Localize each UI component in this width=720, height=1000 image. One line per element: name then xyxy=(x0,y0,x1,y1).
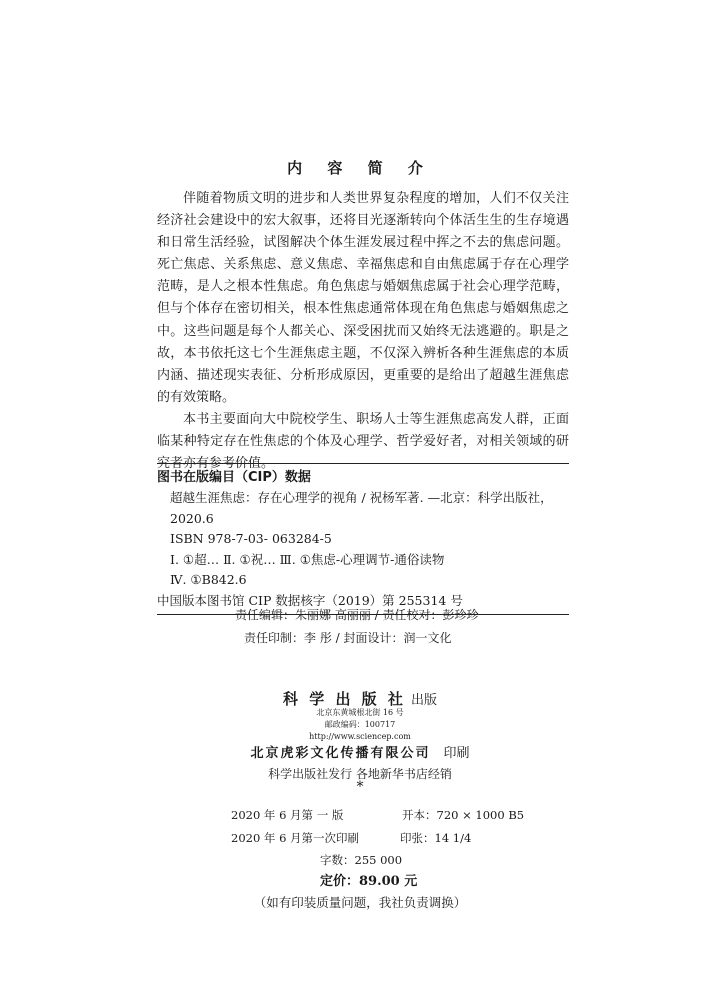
edition-date: 2020 年 6 月第 一 版 xyxy=(231,808,344,822)
publisher-line xyxy=(0,688,720,709)
publisher-name: 科 学 出 版 社 xyxy=(283,690,406,708)
printer-line xyxy=(0,742,720,761)
price-value: 89.00 元 xyxy=(359,874,418,889)
cip-entry: 超越生涯焦虑：存在心理学的视角 / 祝杨军著. —北京：科学出版社， xyxy=(170,490,553,505)
credits-production: 责任印制：李 彤 / 封面设计：润一文化 xyxy=(244,631,452,645)
cip-title: 图书在版编目（CIP）数据 xyxy=(157,470,311,485)
cip-isbn: ISBN 978-7-03- 063284-5 xyxy=(170,531,332,546)
price-label: 定价： xyxy=(320,874,360,889)
book-format: 开本：720 × 1000 B5 xyxy=(402,808,525,822)
cip-subjects: Ⅰ. ①超… Ⅱ. ①祝… Ⅲ. ①焦虑-心理调节-通俗读物 xyxy=(170,551,445,567)
print-sheets: 印张：14 1/4 xyxy=(400,831,472,845)
intro-body xyxy=(157,188,569,475)
separator-star: * xyxy=(356,779,364,795)
intro-title: 内 容 简 介 xyxy=(287,159,433,177)
cip-year: 2020.6 xyxy=(170,510,214,526)
cip-block xyxy=(157,463,569,615)
cip-record: 中国版本图书馆 CIP 数据核字（2019）第 255314 号 xyxy=(157,592,463,608)
distribution: 科学出版社发行 各地新华书店经销 xyxy=(268,767,452,781)
intro-paragraph-1: 伴随着物质文明的进步和人类世界复杂程度的增加，人们不仅关注经济社会建设中的宏大叙事，还将目光逐渐转向个体活生生的生存境遇和日常生活经验，试图解决个体生涯发展过程中挥之不去的焦虑问题。死亡焦虑、关系焦虑、意义焦虑、幸福焦虑和自由焦虑属于存在心理学范畴，是人之根本性焦虑。角色焦虑与婚姻焦虑属于社会心理学范畴，但与个体存在密切相关，根本性焦虑通常体现在角色焦虑与婚姻焦虑之中。这些问题是每个人都关心、深受困扰而又始终无法逃避的。职是之故，本书依托这七个生涯焦虑主题，不仅深入辨析各种生涯焦虑的本质内涵、描述现实表征、分析形成原因，更重要的是给出了超越生涯焦虑的有效策略。 xyxy=(157,191,569,405)
publisher-postcode: 邮政编码：100717 xyxy=(324,720,396,729)
quality-notice: （如有印装质量问题，我社负责调换） xyxy=(253,895,467,910)
intro-paragraph-2: 本书主要面向大中院校学生、职场人士等生涯焦虑高发人群，正面临某种特定存在性焦虑的个体及心理学、哲学爱好者，对相关领域的研究者亦有参考价值。 xyxy=(157,411,569,472)
printer-suffix: 印刷 xyxy=(443,746,470,761)
cip-classification: Ⅳ. ①B842.6 xyxy=(170,572,247,587)
price xyxy=(320,870,417,889)
print-date: 2020 年 6 月第一次印刷 xyxy=(231,831,360,845)
publisher-url: http://www.sciencep.com xyxy=(309,732,411,741)
credits-editors: 责任编辑：朱丽娜 高丽丽 / 责任校对：彭珍珍 xyxy=(235,608,479,622)
printer-name: 北京虎彩文化传播有限公司 xyxy=(250,746,431,761)
publisher-suffix: 出版 xyxy=(410,693,437,708)
publisher-address: 北京东黄城根北街 16 号 xyxy=(316,708,404,717)
word-count: 字数：255 000 xyxy=(320,853,403,867)
